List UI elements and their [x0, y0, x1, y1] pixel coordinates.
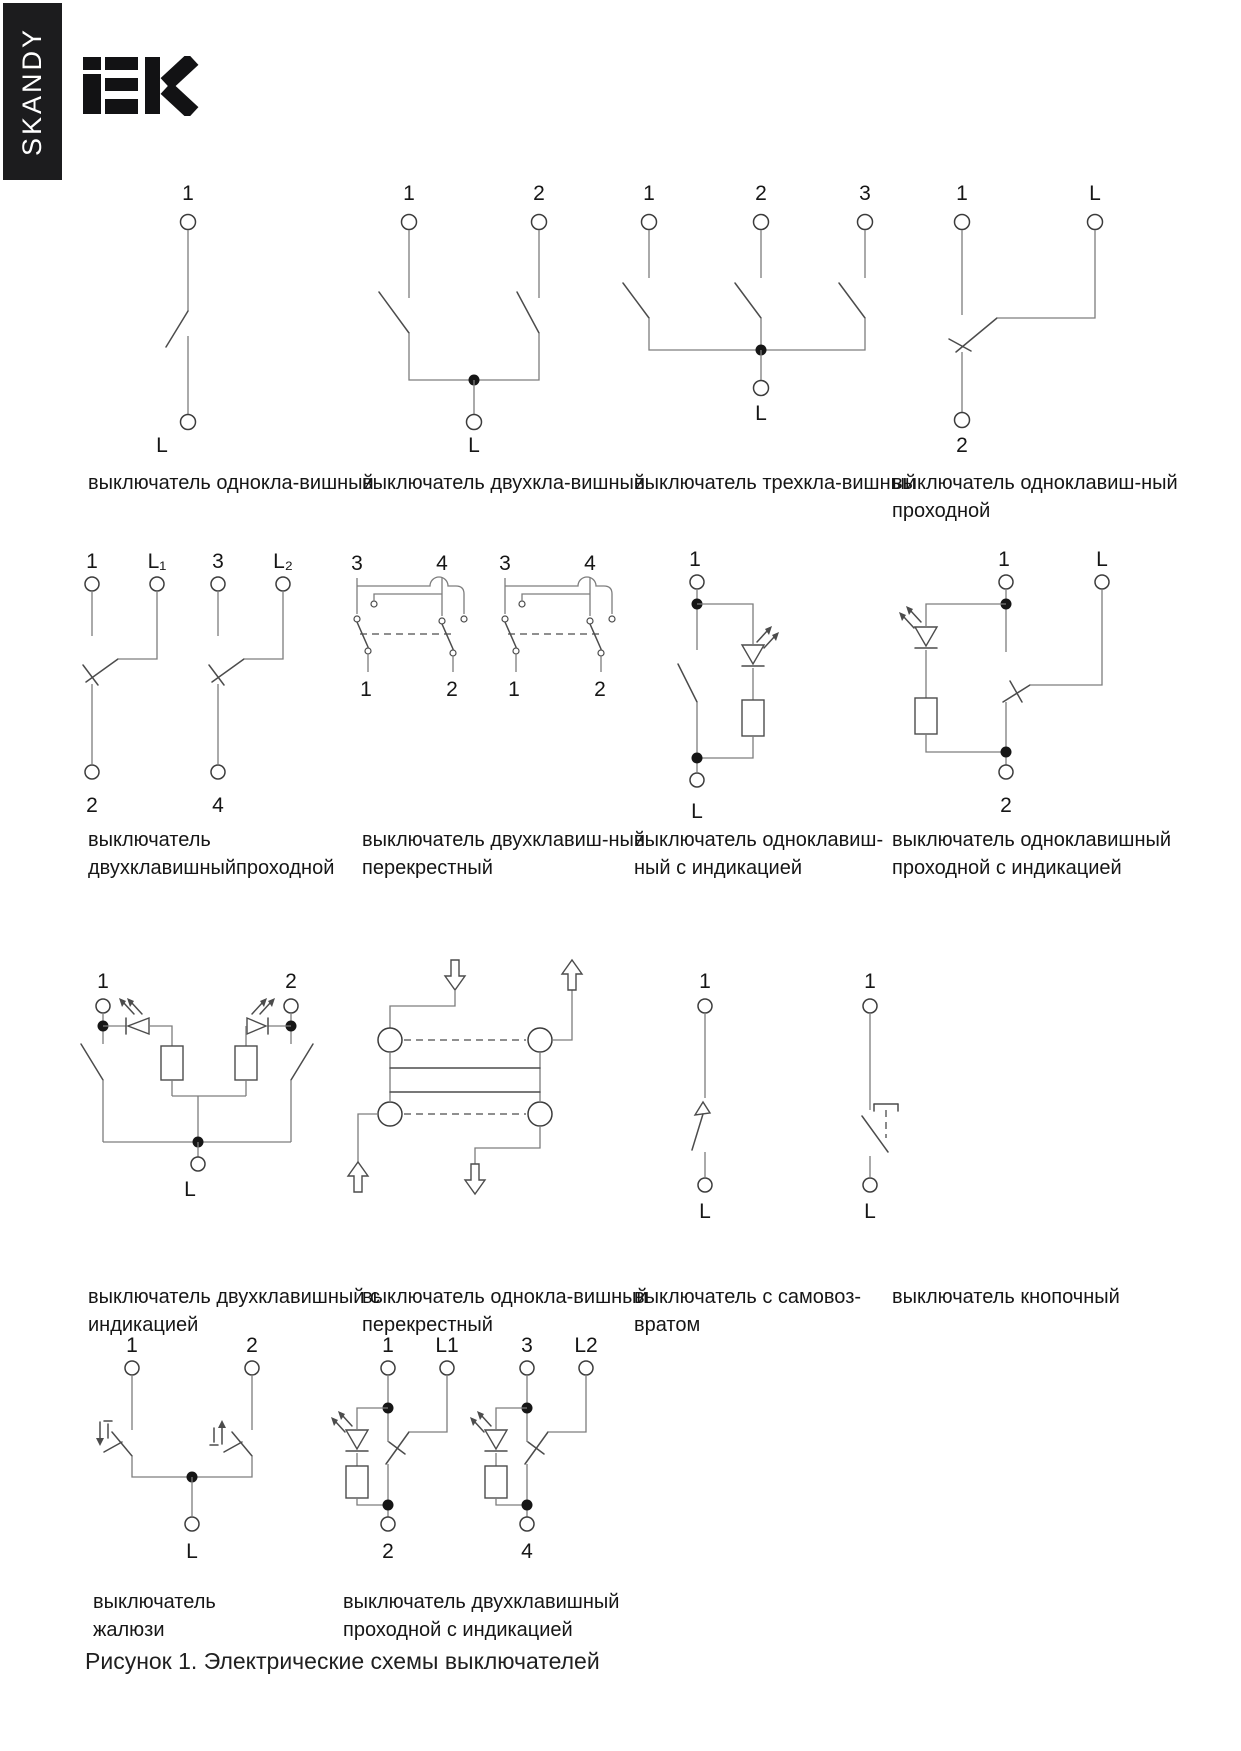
caption-1gang-2way-indicator-switch	[892, 826, 1171, 882]
caption-2gang-2way-indicator-switch	[343, 1588, 619, 1644]
resistor-icon	[235, 1046, 257, 1080]
caption-line: выключатель одноклавишный	[892, 829, 1172, 851]
terminal-label: 1	[360, 678, 372, 701]
terminal-label: 3	[499, 552, 511, 575]
push-actuator-icon	[874, 1104, 898, 1138]
caption-1gang-cross-switch	[362, 1283, 648, 1339]
terminal-label: L	[184, 1178, 196, 1201]
terminal-label: 1	[699, 970, 711, 993]
arrow-up-icon	[210, 1420, 226, 1445]
caption-line: двухклавишныйпроходной	[88, 857, 335, 879]
caption-2gang-cross-switch	[362, 826, 645, 882]
caption-2gang-switch	[362, 469, 645, 497]
terminal-label: 2	[594, 678, 606, 701]
diagram-2gang-2way-indicator-switch	[331, 1334, 598, 1563]
led-indicator-icon	[899, 606, 937, 648]
diagram-1gang-indicator-switch	[678, 548, 779, 823]
terminal-label: 1	[508, 678, 520, 701]
caption-line: выключатель	[88, 829, 211, 851]
diagram-push-button-switch	[862, 970, 898, 1223]
led-indicator-icon	[470, 1411, 507, 1451]
caption-line: выключатель двухклавишный с	[88, 1286, 380, 1308]
terminal-label: 2	[1000, 794, 1012, 817]
diagram-2gang-switch	[379, 182, 547, 457]
terminal-label: 4	[212, 794, 224, 817]
terminal-label: 2	[285, 970, 297, 993]
figure-caption: Рисунок 1. Электрические схемы выключателей	[85, 1648, 600, 1674]
caption-1gang-switch	[88, 469, 374, 497]
terminal-label: 3	[521, 1334, 533, 1357]
caption-line: проходной с индикацией	[343, 1619, 573, 1641]
resistor-icon	[915, 698, 937, 734]
caption-line: выключатель однокла-вишный	[362, 1286, 648, 1308]
led-indicator-icon	[119, 998, 149, 1034]
caption-line: проходной с индикацией	[892, 857, 1122, 879]
terminal-label: 1	[956, 182, 968, 205]
caption-line: вратом	[634, 1314, 701, 1336]
terminal-label: 3	[351, 552, 363, 575]
diagram-1gang-2way-switch	[949, 182, 1103, 457]
terminal-label: L2	[574, 1334, 598, 1357]
terminal-label: 1	[86, 550, 98, 573]
terminal-label: 3	[212, 550, 224, 573]
caption-line: выключатель однокла-вишный	[88, 472, 374, 494]
arrow-down-icon	[445, 960, 465, 990]
caption-line: проходной	[892, 500, 991, 522]
terminal-label: 2	[446, 678, 458, 701]
caption-1gang-2way-switch	[892, 469, 1178, 525]
terminal-label: 3	[859, 182, 871, 205]
arrow-down-icon	[465, 1164, 485, 1194]
caption-line: ный с индикацией	[634, 857, 802, 879]
arrow-up-icon	[348, 1162, 368, 1192]
diagram-3gang-switch	[623, 182, 873, 425]
terminal-label: 4	[436, 552, 448, 575]
terminal-label: L1	[435, 1334, 459, 1357]
self-return-icon	[695, 1102, 710, 1115]
terminal-label: L	[1096, 548, 1108, 571]
terminal-label: L	[186, 1540, 198, 1563]
diagram-momentary-switch	[692, 970, 712, 1223]
terminal-label: 1	[382, 1334, 394, 1357]
terminal-label: 1	[998, 548, 1010, 571]
led-indicator-icon	[742, 626, 779, 666]
terminal-label: 2	[86, 794, 98, 817]
terminal-label: L₁	[147, 550, 167, 573]
caption-blinds-switch	[93, 1588, 216, 1644]
caption-line: выключатель одноклавиш-ный	[892, 472, 1178, 494]
caption-line: выключатель двухклавиш-ный	[362, 829, 646, 851]
terminal-label: L	[755, 402, 767, 425]
terminal-label: 4	[584, 552, 596, 575]
caption-line: выключатель одноклавиш-	[634, 829, 884, 851]
terminal-label: 1	[97, 970, 109, 993]
diagram-1gang-cross-switch	[348, 960, 582, 1194]
brand-name: SKANDY	[17, 26, 47, 157]
terminal-label: L	[691, 800, 703, 823]
terminal-label: 2	[533, 182, 545, 205]
diagram-2gang-cross-switch	[351, 552, 615, 701]
arrow-up-icon	[562, 960, 582, 990]
resistor-icon	[742, 700, 764, 736]
resistor-icon	[161, 1046, 183, 1080]
terminal-label: L	[699, 1200, 711, 1223]
resistor-icon	[485, 1466, 507, 1498]
terminal-label: 2	[956, 434, 968, 457]
terminal-label: L	[864, 1200, 876, 1223]
diagram-2gang-2way-switch	[83, 550, 293, 817]
caption-line: выключатель трехкла-вишный	[634, 472, 917, 494]
caption-2gang-2way-switch	[88, 826, 334, 882]
terminal-label: 1	[643, 182, 655, 205]
terminal-label: 1	[403, 182, 415, 205]
caption-line: перекрестный	[362, 1314, 493, 1336]
terminal-label: 4	[521, 1540, 533, 1563]
arrow-down-icon	[96, 1421, 112, 1446]
terminal-label: 2	[382, 1540, 394, 1563]
terminal-label: L	[468, 434, 480, 457]
caption-line: выключатель с самовоз-	[634, 1286, 862, 1308]
terminal-label: 1	[126, 1334, 138, 1357]
caption-line: выключатель	[93, 1591, 216, 1613]
caption-line: выключатель кнопочный	[892, 1286, 1120, 1308]
caption-momentary-switch	[634, 1283, 861, 1339]
caption-3gang-switch	[634, 469, 916, 497]
terminal-label: 2	[755, 182, 767, 205]
resistor-icon	[346, 1466, 368, 1498]
led-indicator-icon	[247, 998, 275, 1034]
terminal-label: 2	[246, 1334, 258, 1357]
caption-1gang-indicator-switch	[634, 826, 883, 882]
diagram-2gang-indicator-switch	[81, 970, 313, 1201]
caption-line: жалюзи	[93, 1619, 165, 1641]
terminal-label: 1	[182, 182, 194, 205]
terminal-label: L₂	[273, 550, 293, 573]
caption-push-button-switch	[892, 1283, 1120, 1311]
terminal-label: 1	[864, 970, 876, 993]
terminal-label: L	[156, 434, 168, 457]
caption-line: индикацией	[88, 1314, 199, 1336]
diagram-1gang-switch	[156, 182, 195, 457]
caption-line: выключатель двухклавишный	[343, 1591, 620, 1613]
terminal-label: 1	[689, 548, 701, 571]
diagram-1gang-2way-indicator-switch	[899, 548, 1109, 817]
terminal-label: L	[1089, 182, 1101, 205]
led-indicator-icon	[331, 1411, 368, 1451]
caption-line: выключатель двухкла-вишный	[362, 472, 646, 494]
diagram-blinds-switch	[96, 1334, 259, 1563]
caption-2gang-indicator-switch	[88, 1283, 380, 1339]
caption-line: перекрестный	[362, 857, 493, 879]
